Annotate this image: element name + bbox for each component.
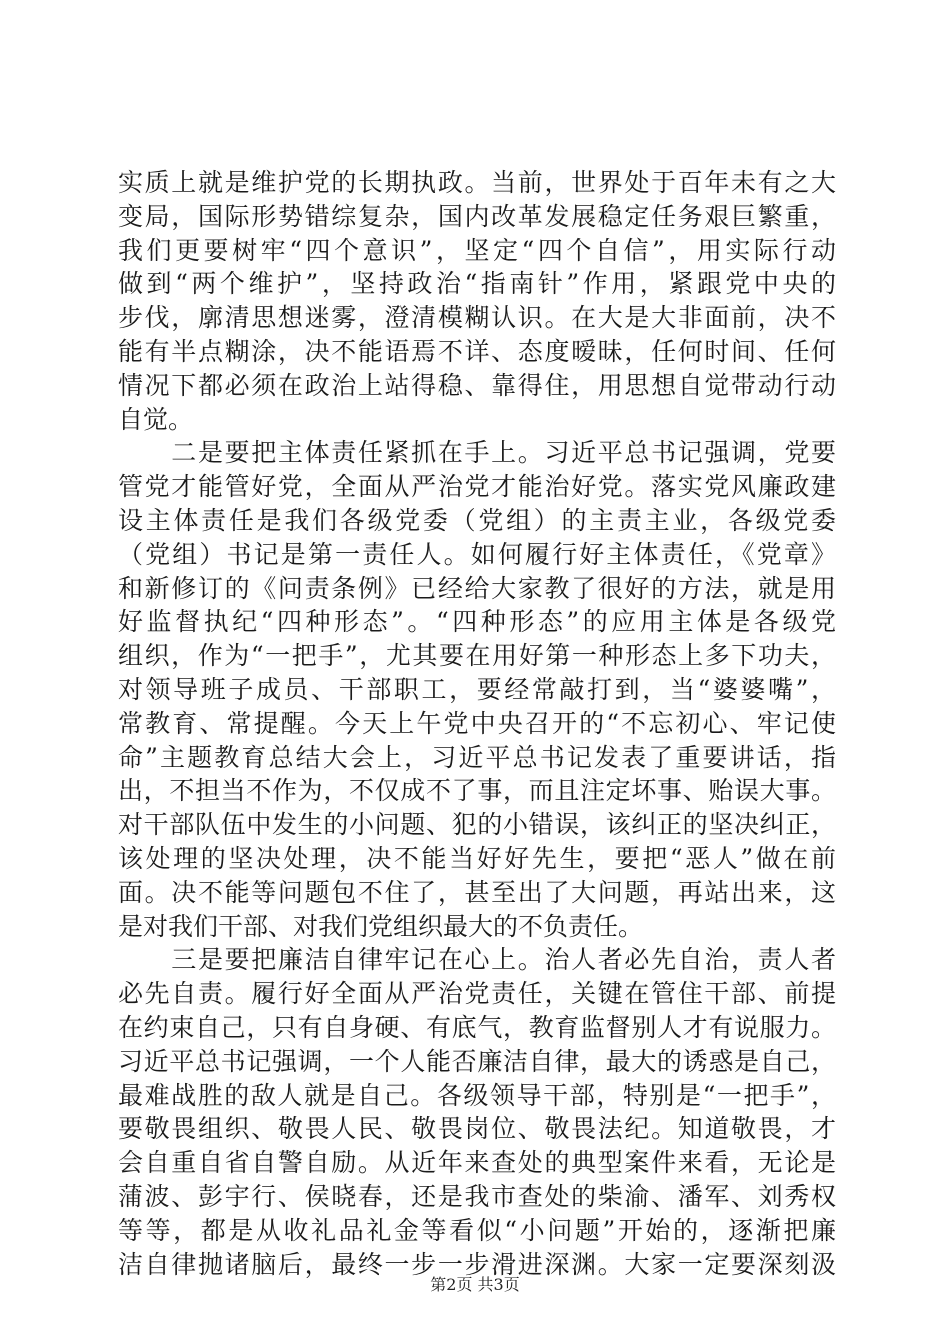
text-line: 步伐，廓清思想迷雾，澄清模糊认识。在大是大非面前，决不 bbox=[118, 303, 836, 333]
text-line: 实质上就是维护党的长期执政。当前，世界处于百年未有之大 bbox=[118, 168, 836, 197]
text-line: 做到“两个维护”，坚持政治“指南针”作用，紧跟党中央的 bbox=[118, 269, 836, 299]
text-line: 设主体责任是我们各级党委（党组）的主责主业，各级党委 bbox=[118, 505, 836, 535]
text-line: 组织，作为“一把手”，尤其要在用好第一种形态上多下功夫， bbox=[118, 641, 836, 671]
text-line: 二是要把主体责任紧抓在手上。习近平总书记强调，党要 bbox=[118, 438, 836, 468]
text-line: 习近平总书记强调，一个人能否廉洁自律，最大的诱惑是自己， bbox=[118, 1046, 836, 1076]
text-line: 最难战胜的敌人就是自己。各级领导干部，特别是“一把手”， bbox=[118, 1080, 836, 1110]
text-line: 洁自律抛诸脑后，最终一步一步滑进深渊。大家一定要深刻汲 bbox=[118, 1249, 836, 1279]
text-line: 对干部队伍中发生的小问题、犯的小错误，该纠正的坚决纠正， bbox=[118, 810, 836, 840]
text-line: 好监督执纪“四种形态”。“四种形态”的应用主体是各级党 bbox=[118, 607, 836, 637]
text-line: 对领导班子成员、干部职工，要经常敲打到，当“婆婆嘴”， bbox=[118, 674, 836, 704]
text-line: 蒲波、彭宇行、侯晓春，还是我市查处的柴渝、潘军、刘秀权 bbox=[118, 1181, 836, 1211]
text-line: （党组）书记是第一责任人。如何履行好主体责任，《党章》 bbox=[118, 539, 836, 569]
text-line: 我们更要树牢“四个意识”，坚定“四个自信”，用实际行动 bbox=[118, 235, 836, 265]
text-line: 该处理的坚决处理，决不能当好好先生，要把“恶人”做在前 bbox=[118, 843, 836, 873]
text-line: 会自重自省自警自励。从近年来查处的典型案件来看，无论是 bbox=[118, 1148, 836, 1178]
page-number: 第2页 共3页 bbox=[430, 1275, 520, 1294]
text-line: 能有半点糊涂，决不能语焉不详、态度暧昧，任何时间、任何 bbox=[118, 336, 836, 366]
text-line: 三是要把廉洁自律牢记在心上。治人者必先自治，责人者 bbox=[118, 945, 836, 975]
text-line: 面。决不能等问题包不住了，甚至出了大问题，再站出来，这 bbox=[118, 877, 836, 907]
text-line: 常教育、常提醒。今天上午党中央召开的“不忘初心、牢记使 bbox=[118, 708, 836, 738]
text-line: 出，不担当不作为，不仅成不了事，而且注定坏事、贻误大事。 bbox=[118, 776, 836, 806]
text-line: 是对我们干部、对我们党组织最大的不负责任。 bbox=[118, 911, 644, 941]
text-line: 要敬畏组织、敬畏人民、敬畏岗位、敬畏法纪。知道敬畏，才 bbox=[118, 1114, 836, 1144]
text-line: 等等，都是从收礼品礼金等看似“小问题”开始的，逐渐把廉 bbox=[118, 1215, 836, 1245]
page-footer bbox=[0, 1273, 950, 1297]
text-line: 管党才能管好党，全面从严治党才能治好党。落实党风廉政建 bbox=[118, 472, 836, 502]
text-line: 情况下都必须在政治上站得稳、靠得住，用思想自觉带动行动 bbox=[118, 370, 836, 400]
text-line: 变局，国际形势错综复杂，国内改革发展稳定任务艰巨繁重， bbox=[118, 201, 836, 231]
body-text bbox=[118, 166, 836, 1281]
text-line: 命”主题教育总结大会上，习近平总书记发表了重要讲话，指 bbox=[118, 742, 836, 772]
text-line: 在约束自己，只有自身硬、有底气，教育监督别人才有说服力。 bbox=[118, 1012, 836, 1042]
text-line: 自觉。 bbox=[118, 404, 194, 434]
text-line: 必先自责。履行好全面从严治党责任，关键在管住干部、前提 bbox=[118, 979, 836, 1009]
text-line: 和新修订的《问责条例》已经给大家教了很好的方法，就是用 bbox=[118, 573, 836, 603]
